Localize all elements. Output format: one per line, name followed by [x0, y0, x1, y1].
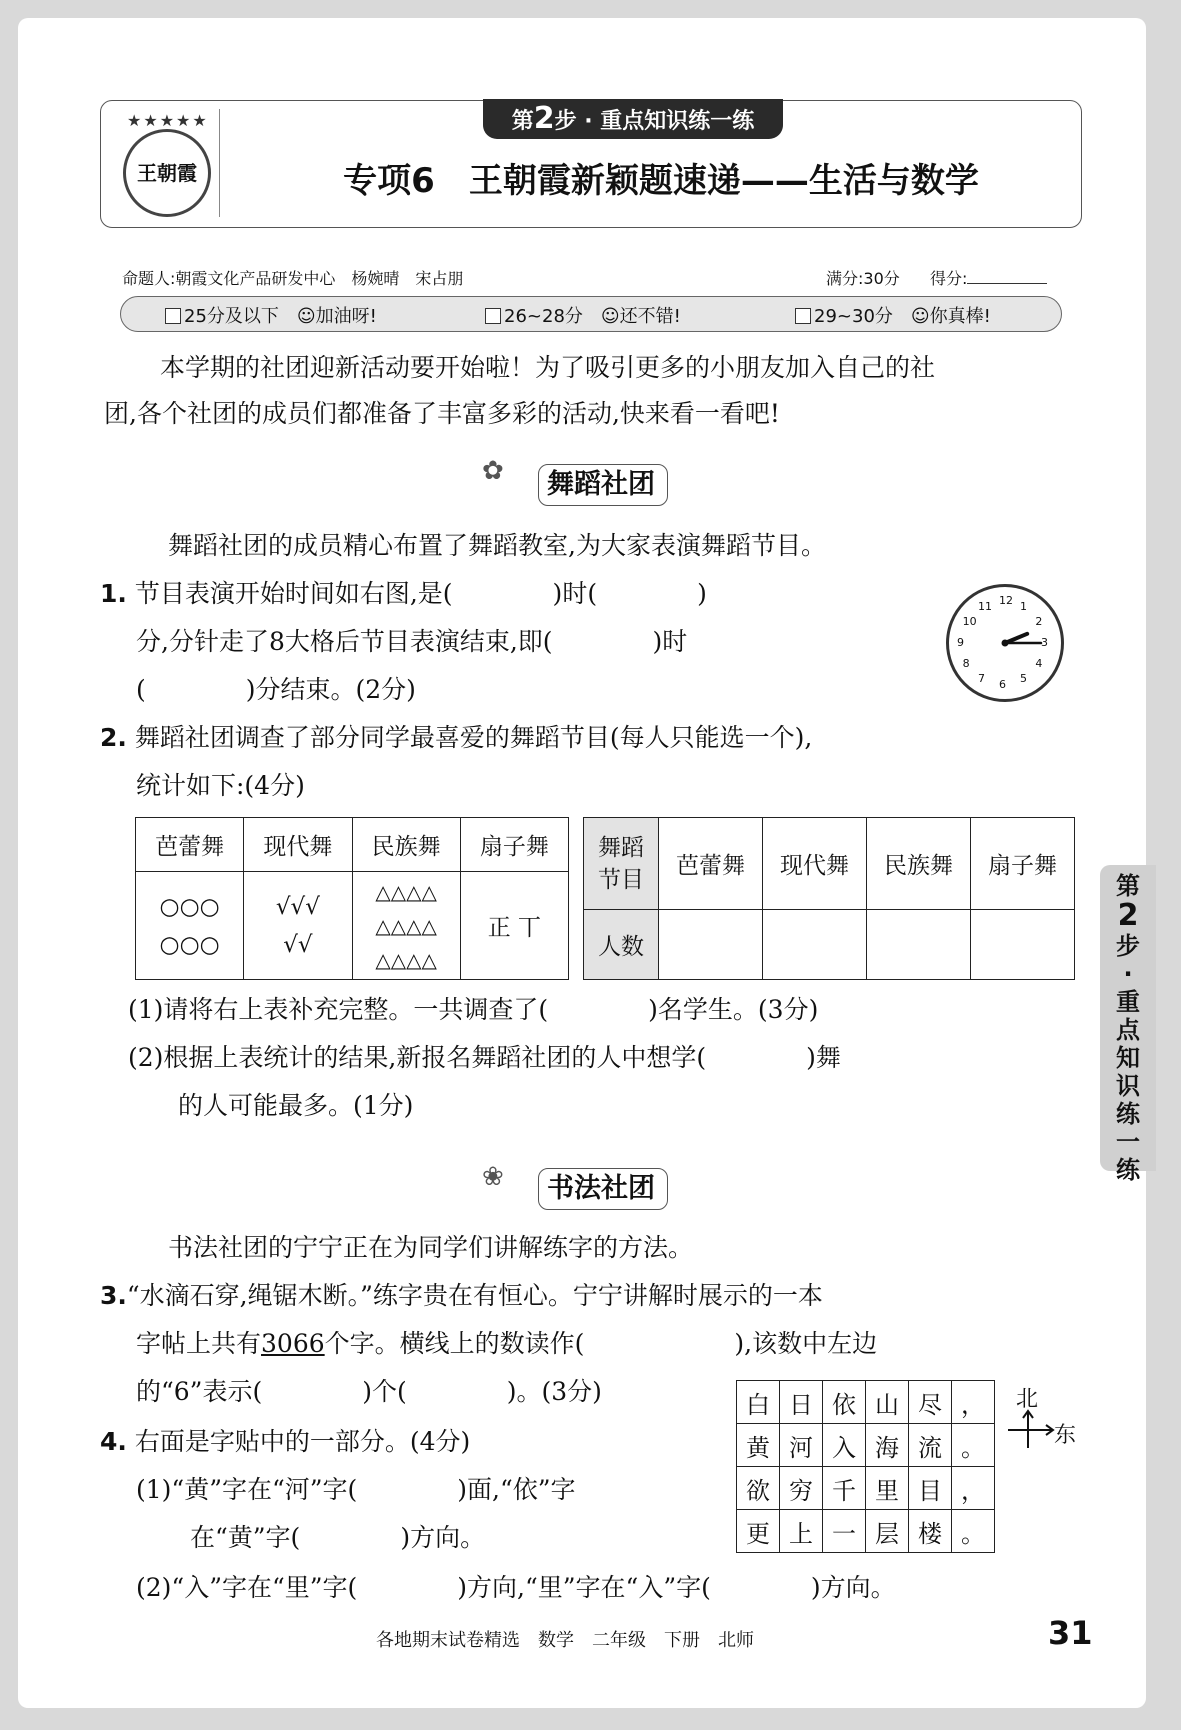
q2-sub-2-line-1: (2)根据上表统计的结果,新报名舞蹈社团的人中想学( )舞	[128, 1043, 841, 1072]
side-tab	[1100, 865, 1156, 1184]
q3-line-2	[136, 1324, 877, 1360]
q3-line-3: 的“6”表示( )个( )。(3分)	[136, 1377, 602, 1406]
q4-sub-1-line-2: 在“黄”字( )方向。	[190, 1523, 486, 1552]
q4-sub-2: (2)“入”字在“里”字( )方向,“里”字在“入”字( )方向。	[136, 1573, 896, 1602]
compass-north-label: 北	[1016, 1387, 1039, 1412]
compass-east-label: 东	[1054, 1423, 1077, 1448]
clock-number: 12	[999, 594, 1013, 607]
step-tab	[483, 99, 783, 139]
score-field	[930, 266, 1047, 289]
score-level-1: 25分及以下 ☺加油呀!	[165, 302, 377, 328]
step-prefix: 第	[511, 109, 534, 134]
step-label: 步 · 重点知识练一练	[554, 109, 755, 134]
poem-grid-cell: 日	[780, 1381, 823, 1424]
count-answer-cell[interactable]	[659, 910, 763, 980]
side-tab-text: 步·重点知识练一练	[1116, 932, 1140, 1184]
poem-grid-cell: 山	[866, 1381, 909, 1424]
question-number: 1.	[100, 579, 127, 608]
clock-number: 10	[962, 615, 977, 628]
tally-header: 扇子舞	[460, 818, 568, 872]
tally-header: 芭蕾舞	[136, 818, 244, 872]
q2-line-2: 统计如下:(4分)	[136, 771, 305, 800]
tally-marks: △△△△ △△△△ △△△△	[352, 872, 460, 980]
poem-grid-cell: 河	[780, 1424, 823, 1467]
star-icon: ★★★★★	[127, 111, 209, 130]
clock-number: 4	[1035, 657, 1043, 670]
q1-line-1: 节目表演开始时间如右图,是( )时( )	[134, 579, 707, 608]
checkbox-icon	[165, 308, 181, 324]
poem-grid-cell: 尽	[909, 1381, 952, 1424]
calligraphy-lead: 书法社团的宁宁正在为同学们讲解练字的方法。	[168, 1233, 694, 1262]
smiley-icon: ☺	[910, 306, 930, 327]
flower-icon: ❀	[482, 1162, 504, 1192]
clock-number: 8	[962, 657, 970, 670]
tally-table	[135, 817, 569, 980]
question-number: 3.	[100, 1281, 127, 1310]
section-badge-dance: 舞蹈社团	[538, 464, 668, 506]
question-number: 4.	[100, 1427, 127, 1456]
side-tab-number: 2	[1117, 898, 1139, 933]
tally-header: 民族舞	[352, 818, 460, 872]
score-label: 得分:	[930, 269, 968, 288]
q2-line-1: 舞蹈社团调查了部分同学最喜爱的舞蹈节目(每人只能选一个),	[134, 723, 813, 752]
poem-grid-cell: 千	[823, 1467, 866, 1510]
clock-number: 1	[1020, 599, 1027, 613]
header-banner	[100, 100, 1082, 228]
poem-grid-cell: 白	[737, 1381, 780, 1424]
poem-grid-cell: 里	[866, 1467, 909, 1510]
count-table-col-header: 舞蹈 节目	[584, 818, 659, 910]
clock-number: 3	[1041, 636, 1048, 649]
poem-grid-cell: 。	[952, 1424, 995, 1467]
poem-grid-cell: 入	[823, 1424, 866, 1467]
smiley-icon: ☺	[600, 306, 620, 327]
poem-grid-cell: 穷	[780, 1467, 823, 1510]
poem-grid-cell: 海	[866, 1424, 909, 1467]
clock-number: 11	[978, 599, 992, 613]
underlined-number: 3066	[261, 1329, 325, 1358]
q2-sub-1: (1)请将右上表补充完整。一共调查了( )名学生。(3分)	[128, 995, 819, 1024]
footer: 各地期末试卷精选 数学 二年级 下册 北师	[376, 1630, 754, 1651]
score-level-bar	[120, 296, 1062, 332]
count-header: 民族舞	[867, 818, 971, 910]
q4-line-1: 右面是字贴中的一部分。(4分)	[134, 1427, 471, 1456]
page-number: 31	[1048, 1614, 1093, 1652]
count-answer-cell[interactable]	[763, 910, 867, 980]
page-title: 专项6 王朝霞新颖题速递——生活与数学	[343, 161, 979, 201]
tally-marks: ○○○ ○○○	[136, 872, 244, 980]
dance-lead: 舞蹈社团的成员精心布置了舞蹈教室,为大家表演舞蹈节目。	[168, 531, 826, 560]
clock-number: 5	[1020, 672, 1027, 686]
count-header: 芭蕾舞	[659, 818, 763, 910]
full-score: 满分:30分	[826, 269, 900, 288]
poem-grid-cell: ，	[952, 1467, 995, 1510]
clock-face	[946, 584, 1064, 702]
count-header: 扇子舞	[971, 818, 1075, 910]
clock-number: 7	[978, 672, 985, 686]
q4-sub-1-line-1: (1)“黄”字在“河”字( )面,“依”字	[136, 1475, 576, 1504]
q3-text: 字帖上共有	[136, 1329, 262, 1358]
smiley-icon: ☺	[296, 306, 316, 327]
logo	[109, 109, 220, 217]
count-table-row-header: 人数	[584, 910, 659, 980]
count-header: 现代舞	[763, 818, 867, 910]
logo-text: 王朝霞	[137, 161, 197, 185]
q2-sub-2-line-2: 的人可能最多。(1分)	[178, 1091, 414, 1120]
clock-number: 2	[1035, 615, 1043, 628]
intro-line-1: 本学期的社团迎新活动要开始啦！为了吸引更多的小朋友加入自己的社	[160, 353, 936, 382]
question-number: 2.	[100, 723, 127, 752]
poem-grid-cell: 楼	[909, 1510, 952, 1553]
tally-header: 现代舞	[244, 818, 352, 872]
score-level-2: 26~28分 ☺还不错!	[485, 302, 681, 328]
poem-grid-cell: 黄	[737, 1424, 780, 1467]
count-table	[583, 817, 1075, 980]
q1-line-2: 分,分针走了8大格后节目表演结束,即( )时	[136, 627, 688, 656]
q3-line-1: “水滴石穿,绳锯木断。”练字贵在有恒心。宁宁讲解时展示的一本	[126, 1281, 823, 1310]
count-answer-cell[interactable]	[867, 910, 971, 980]
checkbox-icon	[795, 308, 811, 324]
poem-grid-cell: 目	[909, 1467, 952, 1510]
section-badge-calligraphy: 书法社团	[538, 1168, 668, 1210]
poem-grid-cell: 依	[823, 1381, 866, 1424]
q1-line-3: ( )分结束。(2分)	[136, 675, 416, 704]
intro-line-2: 团,各个社团的成员们都准备了丰富多彩的活动,快来看一看吧!	[104, 399, 780, 428]
tally-marks: √√√ √√	[244, 872, 352, 980]
poem-grid-cell: 上	[780, 1510, 823, 1553]
poem-grid-cell: 欲	[737, 1467, 780, 1510]
clock-number: 6	[999, 678, 1006, 691]
tally-marks: 正 丅	[460, 872, 568, 980]
clock-number: 9	[957, 636, 964, 649]
poem-grid-cell: 更	[737, 1510, 780, 1553]
poem-grid-cell: 一	[823, 1510, 866, 1553]
q3-text: 个字。横线上的数读作( ),该数中左边	[324, 1329, 878, 1358]
authors: 命题人:朝霞文化产品研发中心 杨婉晴 宋占朋	[122, 269, 464, 288]
poem-grid	[736, 1380, 995, 1553]
poem-grid-cell: 层	[866, 1510, 909, 1553]
logo-seal	[123, 129, 211, 217]
poem-grid-cell: 。	[952, 1510, 995, 1553]
flower-icon: ✿	[482, 456, 504, 486]
poem-grid-cell: 流	[909, 1424, 952, 1467]
poem-grid-cell: ，	[952, 1381, 995, 1424]
compass-arrow-icon	[1004, 1408, 1056, 1452]
score-level-3: 29~30分 ☺你真棒!	[795, 302, 991, 328]
step-number: 2	[533, 101, 555, 136]
checkbox-icon	[485, 308, 501, 324]
count-answer-cell[interactable]	[971, 910, 1075, 980]
side-tab-prefix: 第	[1116, 872, 1140, 900]
